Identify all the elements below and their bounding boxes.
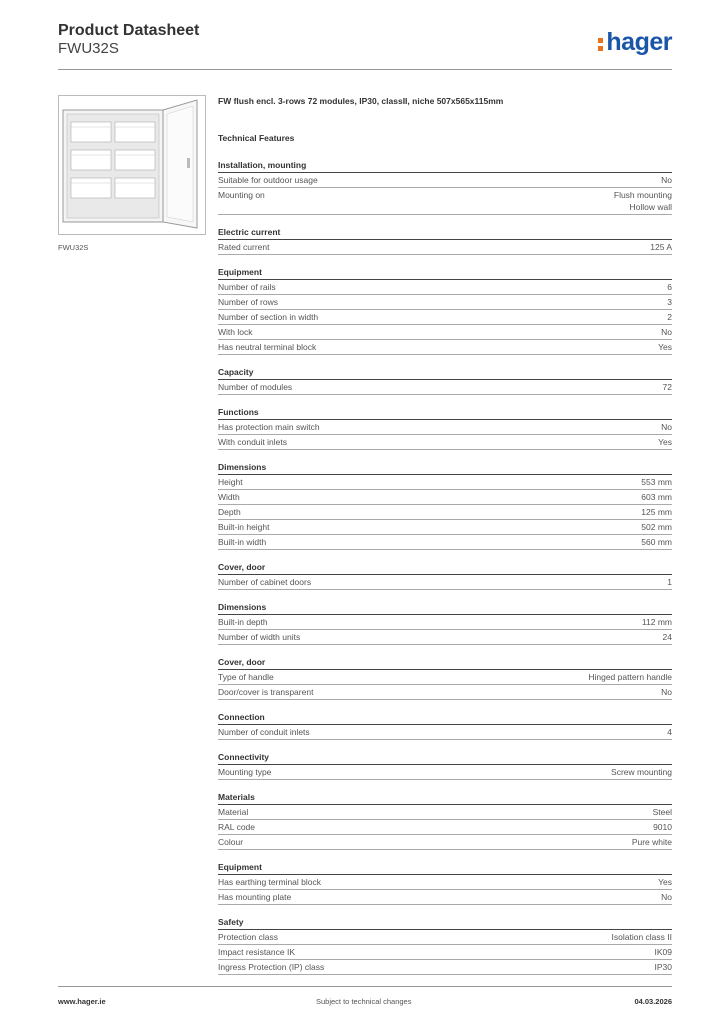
spec-row	[218, 875, 672, 890]
spec-value: 603 mm	[641, 492, 672, 502]
spec-label: Depth	[218, 507, 241, 517]
spec-value: Yes	[658, 437, 672, 447]
spec-row	[218, 615, 672, 630]
spec-value: 2	[667, 312, 672, 322]
spec-label: Number of section in width	[218, 312, 319, 322]
spec-section-title: Dimensions	[218, 460, 672, 475]
section-gap	[218, 700, 672, 710]
spec-section-title: Cover, door	[218, 560, 672, 575]
section-gap	[218, 645, 672, 655]
spec-section-title: Dimensions	[218, 600, 672, 615]
spec-value: No	[661, 175, 672, 185]
section-gap	[218, 780, 672, 790]
spec-value: Yes	[658, 877, 672, 887]
spec-label: Type of handle	[218, 672, 274, 682]
spec-label: Number of width units	[218, 632, 301, 642]
spec-row	[218, 765, 672, 780]
spec-label: Number of cabinet doors	[218, 577, 312, 587]
spec-row	[218, 805, 672, 820]
spec-row	[218, 945, 672, 960]
spec-section	[218, 750, 672, 780]
page-header	[58, 22, 672, 70]
spec-label: Height	[218, 477, 243, 487]
spec-section	[218, 560, 672, 590]
technical-features-heading: Technical Features	[218, 133, 295, 143]
spec-label: Number of rows	[218, 297, 278, 307]
spec-row	[218, 188, 672, 215]
spec-value: No	[661, 892, 672, 902]
spec-label: Width	[218, 492, 240, 502]
spec-value: 4	[667, 727, 672, 737]
spec-value: 3	[667, 297, 672, 307]
spec-row	[218, 173, 672, 188]
spec-label: Impact resistance IK	[218, 947, 296, 957]
spec-label: Rated current	[218, 242, 270, 252]
image-caption: FWU32S	[58, 243, 89, 252]
spec-row	[218, 240, 672, 255]
page-title: Product Datasheet	[58, 22, 200, 39]
spec-row	[218, 535, 672, 550]
spec-value: IP30	[654, 962, 672, 972]
spec-section	[218, 225, 672, 255]
spec-row	[218, 820, 672, 835]
spec-section-title: Electric current	[218, 225, 672, 240]
spec-section-title: Safety	[218, 915, 672, 930]
section-gap	[218, 215, 672, 225]
spec-label: Built-in width	[218, 537, 267, 547]
section-gap	[218, 550, 672, 560]
spec-value: No	[661, 687, 672, 697]
spec-section-title: Materials	[218, 790, 672, 805]
spec-row	[218, 835, 672, 850]
spec-label: Built-in depth	[218, 617, 268, 627]
spec-section-title: Functions	[218, 405, 672, 420]
section-gap	[218, 255, 672, 265]
spec-value: 72	[662, 382, 672, 392]
section-gap	[218, 355, 672, 365]
spec-row	[218, 670, 672, 685]
spec-value: 24	[662, 632, 672, 642]
spec-label: Ingress Protection (IP) class	[218, 962, 325, 972]
footer-date: 04.03.2026	[634, 997, 672, 1006]
footer-website[interactable]: www.hager.ie	[58, 997, 106, 1006]
spec-row	[218, 420, 672, 435]
enclosure-illustration	[59, 96, 205, 234]
spec-section	[218, 460, 672, 550]
spec-label: Has protection main switch	[218, 422, 320, 432]
spec-label: Built-in height	[218, 522, 270, 532]
spec-row	[218, 890, 672, 905]
spec-value: Isolation class II	[611, 932, 672, 942]
spec-section	[218, 710, 672, 740]
section-gap	[218, 590, 672, 600]
section-gap	[218, 450, 672, 460]
page-footer	[58, 986, 672, 1006]
spec-row	[218, 930, 672, 945]
spec-section	[218, 655, 672, 700]
logo-text: hager	[606, 28, 672, 56]
footer-note: Subject to technical changes	[316, 997, 412, 1006]
section-gap	[218, 395, 672, 405]
spec-section	[218, 265, 672, 355]
spec-section-title: Equipment	[218, 265, 672, 280]
spec-section	[218, 600, 672, 645]
spec-value: Flush mounting Hollow wall	[613, 190, 672, 212]
spec-value: 553 mm	[641, 477, 672, 487]
section-gap	[218, 905, 672, 915]
spec-section	[218, 365, 672, 395]
spec-section	[218, 405, 672, 450]
spec-label: With conduit inlets	[218, 437, 287, 447]
spec-label: Mounting on	[218, 190, 265, 200]
spec-row	[218, 340, 672, 355]
spec-section-title: Equipment	[218, 860, 672, 875]
spec-section-title: Connectivity	[218, 750, 672, 765]
spec-row	[218, 435, 672, 450]
spec-row	[218, 310, 672, 325]
spec-value: Hinged pattern handle	[588, 672, 672, 682]
spec-label: Mounting type	[218, 767, 272, 777]
spec-value: 112 mm	[641, 617, 672, 627]
spec-section	[218, 860, 672, 905]
spec-row	[218, 490, 672, 505]
spec-label: Suitable for outdoor usage	[218, 175, 318, 185]
spec-label: Protection class	[218, 932, 278, 942]
spec-label: RAL code	[218, 822, 256, 832]
spec-value: 1	[667, 577, 672, 587]
spec-value: 9010	[653, 822, 672, 832]
spec-value: 560 mm	[641, 537, 672, 547]
spec-label: Door/cover is transparent	[218, 687, 314, 697]
spec-row	[218, 325, 672, 340]
product-description: FW flush encl. 3-rows 72 modules, IP30, classII, niche 507x565x115mm	[218, 96, 504, 106]
spec-label: Colour	[218, 837, 244, 847]
product-image	[58, 95, 206, 235]
spec-value: No	[661, 327, 672, 337]
spec-section-title: Capacity	[218, 365, 672, 380]
spec-label: Material	[218, 807, 249, 817]
spec-row	[218, 295, 672, 310]
spec-row	[218, 960, 672, 975]
spec-row	[218, 380, 672, 395]
product-code: FWU32S	[58, 40, 119, 57]
spec-row	[218, 575, 672, 590]
spec-label: Has mounting plate	[218, 892, 292, 902]
spec-label: Number of modules	[218, 382, 293, 392]
spec-value: No	[661, 422, 672, 432]
section-gap	[218, 740, 672, 750]
logo-dots-icon	[598, 35, 604, 51]
spec-row	[218, 520, 672, 535]
spec-label: With lock	[218, 327, 253, 337]
spec-value: 502 mm	[641, 522, 672, 532]
spec-sections	[218, 158, 672, 975]
spec-label: Number of rails	[218, 282, 276, 292]
spec-value: 6	[667, 282, 672, 292]
spec-section	[218, 915, 672, 975]
spec-row	[218, 685, 672, 700]
spec-row	[218, 505, 672, 520]
spec-value: Pure white	[631, 837, 672, 847]
spec-label: Has earthing terminal block	[218, 877, 321, 887]
spec-section	[218, 790, 672, 850]
spec-value: Steel	[652, 807, 672, 817]
spec-value: 125 A	[650, 242, 672, 252]
spec-section-title: Cover, door	[218, 655, 672, 670]
spec-section-title: Installation, mounting	[218, 158, 672, 173]
spec-section	[218, 158, 672, 215]
spec-value: 125 mm	[641, 507, 672, 517]
spec-value: IK09	[654, 947, 672, 957]
spec-value: Screw mounting	[611, 767, 672, 777]
spec-label: Has neutral terminal block	[218, 342, 317, 352]
spec-row	[218, 630, 672, 645]
spec-label: Number of conduit inlets	[218, 727, 310, 737]
spec-row	[218, 475, 672, 490]
spec-section-title: Connection	[218, 710, 672, 725]
spec-row	[218, 725, 672, 740]
spec-row	[218, 280, 672, 295]
section-gap	[218, 850, 672, 860]
specs-content	[218, 95, 672, 975]
hager-logo	[598, 28, 672, 57]
spec-value: Yes	[658, 342, 672, 352]
